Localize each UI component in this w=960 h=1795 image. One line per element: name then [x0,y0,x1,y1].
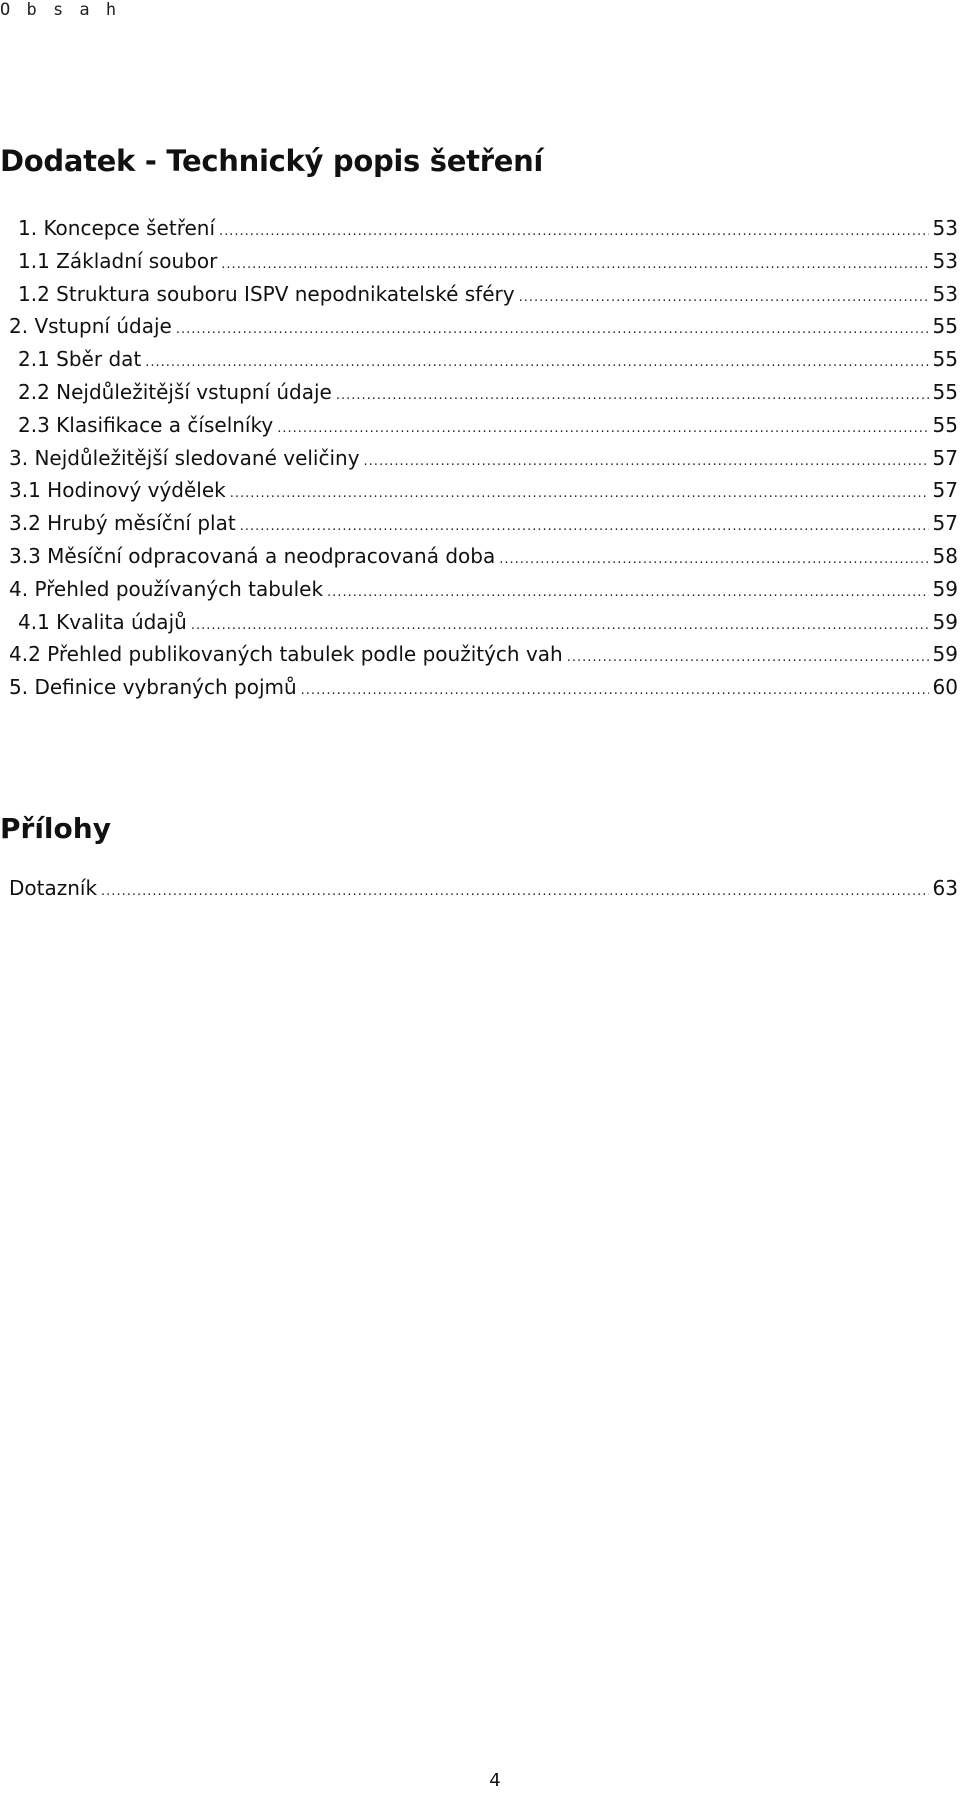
toc-dot-leader [301,675,929,708]
toc-entry-label: 4.1 Kvalita údajů [18,609,187,634]
toc-entry-2-2[interactable] [0,376,958,409]
toc-entry-page: 63 [932,876,958,900]
toc-entry-label: 1.1 Základní soubor [18,248,218,273]
toc-dot-leader [219,216,929,249]
toc-entry-label: 2.2 Nejdůležitější vstupní údaje [18,379,332,404]
toc-entry-label: 5. Definice vybraných pojmů [9,675,297,700]
toc-entry-4-1[interactable] [0,606,958,639]
toc-dot-leader [327,577,929,610]
toc-entry-3-2[interactable] [0,507,958,540]
toc-entry-2-3[interactable] [0,409,958,442]
page-number: 4 [489,1770,501,1791]
toc-dot-leader [176,314,929,347]
toc-dot-leader [519,282,929,315]
toc-dot-leader [336,380,929,413]
toc-entry-page: 59 [932,576,958,601]
toc-entry-page: 57 [932,478,958,503]
toc-dot-leader [230,478,929,511]
toc-entry-label: 1.2 Struktura souboru ISPV nepodnikatelské sféry [18,281,515,306]
toc-entry-label: 4.2 Přehled publikovaných tabulek podle použitých vah [9,642,563,667]
toc-entry-questionnaire[interactable] [0,872,958,905]
toc-entry-label: 3. Nejdůležitější sledované veličiny [9,445,360,470]
toc-entry-4[interactable] [0,573,958,606]
running-header: O b s a h [0,0,120,20]
toc-entry-2[interactable] [0,310,958,343]
toc-entry-3-1[interactable] [0,474,958,507]
toc-entry-2-1[interactable] [0,343,958,376]
toc-entry-page: 53 [932,248,958,273]
toc-entry-page: 55 [932,314,958,339]
toc-entry-page: 60 [932,675,958,700]
toc-entry-label: 2. Vstupní údaje [9,314,172,339]
toc-entry-page: 58 [932,543,958,568]
toc-entry-label: 3.2 Hrubý měsíční plat [9,511,236,536]
toc-entry-label: 1. Koncepce šetření [18,216,216,240]
toc-entry-3[interactable] [0,442,958,475]
toc-entry-4-2[interactable] [0,638,958,671]
table-of-contents [0,212,958,704]
toc-entry-page: 53 [932,216,958,240]
toc-entry-label: 2.3 Klasifikace a číselníky [18,412,274,437]
toc-dot-leader [277,413,928,446]
toc-entry-label: 3.3 Měsíční odpracovaná a neodpracovaná doba [9,543,496,568]
section-title-appendices: Přílohy [0,812,111,845]
toc-entry-3-3[interactable] [0,540,958,573]
toc-entry-page: 57 [932,445,958,470]
toc-entry-label: 2.1 Sběr dat [18,347,142,372]
toc-dot-leader [364,446,929,479]
toc-dot-leader [101,876,929,909]
toc-entry-page: 53 [932,281,958,306]
toc-entry-page: 55 [932,379,958,404]
toc-entry-page: 59 [932,609,958,634]
toc-entry-1-2[interactable] [0,278,958,311]
toc-entry-page: 57 [932,511,958,536]
section-title-appendix-technical: Dodatek - Technický popis šetření [0,144,544,178]
toc-entry-label: 3.1 Hodinový výdělek [9,478,226,503]
toc-entry-page: 55 [932,412,958,437]
toc-entry-5[interactable] [0,671,958,704]
toc-dot-leader [567,642,929,675]
toc-entry-1-1[interactable] [0,245,958,278]
toc-entry-page: 59 [932,642,958,667]
toc-entry-label: 4. Přehled používaných tabulek [9,576,324,601]
toc-dot-leader [499,544,928,577]
toc-entry-1[interactable] [0,212,958,245]
appendix-list [0,872,958,905]
toc-entry-label: Dotazník [9,876,98,900]
toc-entry-page: 55 [932,347,958,372]
